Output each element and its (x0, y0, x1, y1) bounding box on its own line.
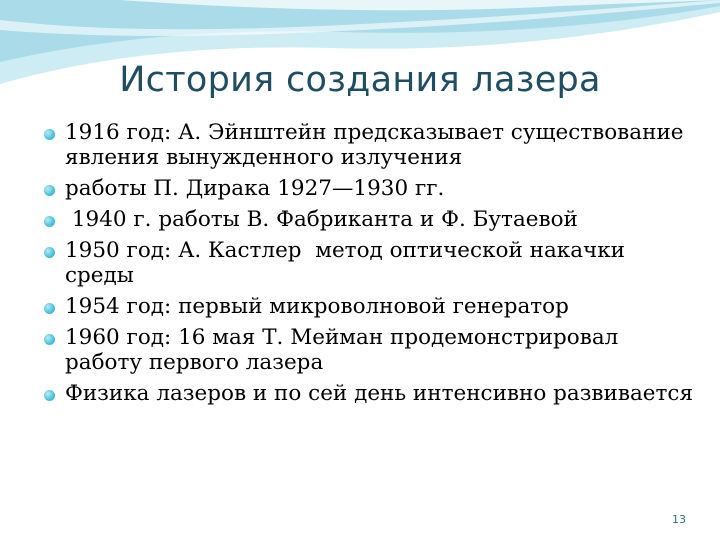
bullet-icon (44, 303, 55, 314)
list-item-text: 1940 г. работы В. Фабриканта и Ф. Бутаевой (65, 207, 578, 232)
list-item (44, 381, 694, 406)
bullet-icon (44, 216, 55, 227)
bullet-icon (44, 247, 55, 258)
slide-number: 13 (672, 513, 686, 526)
list-item-text: Физика лазеров и по сей день интенсивно развивается (65, 381, 694, 406)
slide-title: История создания лазера (119, 60, 601, 100)
bullet-icon (44, 129, 55, 140)
list-item-text: 1960 год: 16 мая Т. Мейман продемонстрировал работу первого лазера (65, 325, 619, 375)
bullet-list (44, 120, 694, 412)
list-item (44, 294, 694, 319)
bullet-icon (44, 185, 55, 196)
list-item (44, 120, 694, 170)
list-item (44, 238, 694, 288)
list-item (44, 176, 694, 201)
list-item (44, 325, 694, 375)
list-item-text: 1916 год: А. Эйнштейн предсказывает существование явления вынужденного излучения (65, 120, 684, 170)
list-item-text: 1950 год: А. Кастлер метод оптической накачки среды (65, 238, 632, 288)
bullet-icon (44, 390, 55, 401)
bullet-icon (44, 334, 55, 345)
list-item-text: 1954 год: первый микроволновой генератор (65, 294, 569, 319)
list-item (44, 207, 694, 232)
list-item-text: работы П. Дирака 1927—1930 гг. (65, 176, 445, 201)
